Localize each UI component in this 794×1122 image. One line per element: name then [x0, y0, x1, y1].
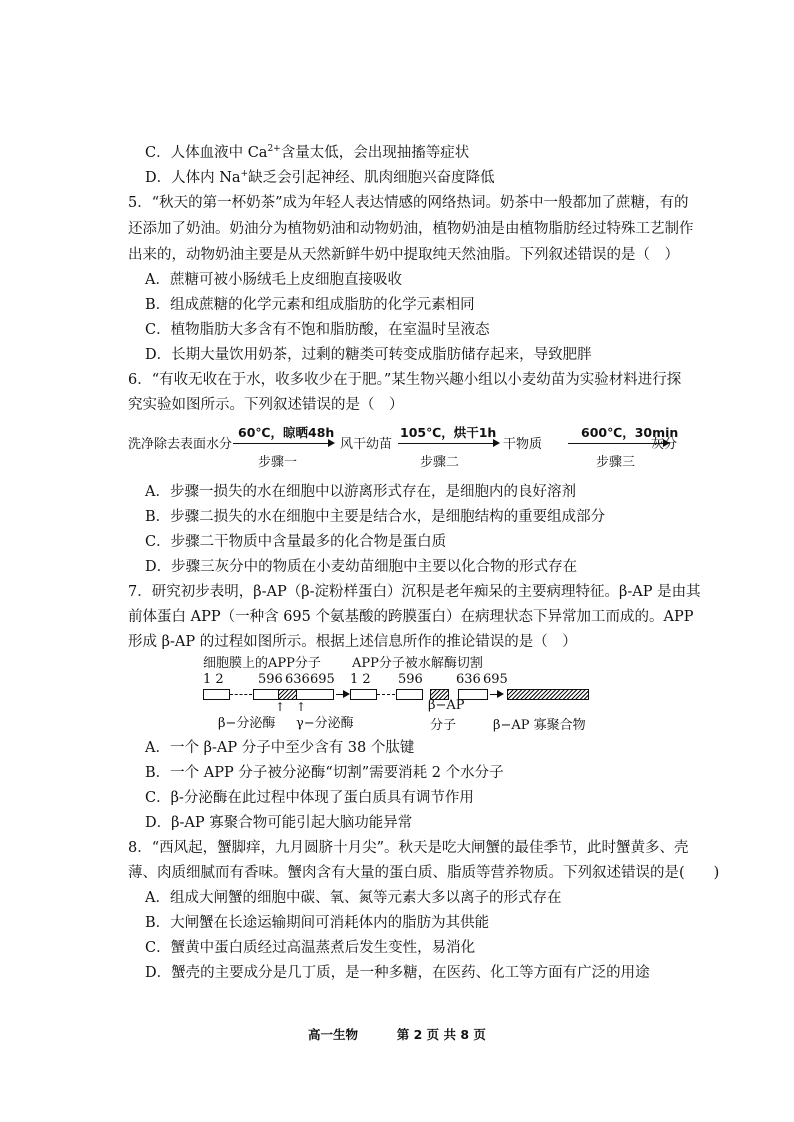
flow-arrow-1	[233, 443, 333, 444]
q6-option-c: C．步骤二干物质中含量最多的化合物是蛋白质	[145, 534, 447, 550]
diag-label-cut: APP分子被水解酶切割	[352, 656, 483, 671]
beta-ap-oligomer	[507, 689, 589, 700]
q5-stem-1: 5．“秋天的第一杯奶茶”成为年轻人表达情感的网络热词。奶茶中一般都加了蔗糖，有的	[128, 195, 689, 211]
q7-stem-2: 前体蛋白 APP（一种含 695 个氨基酸的跨膜蛋白）在病理状态下异常加工而成的。APP	[128, 609, 694, 625]
q8-option-b: B．大闸蟹在长途运输期间可消耗体内的脂肪为其供能	[145, 915, 490, 931]
q6-option-a: A．步骤一损失的水在细胞中以游离形式存在，是细胞内的良好溶剂	[145, 484, 576, 500]
q5-option-b: B．组成蔗糖的化学元素和组成脂肪的化学元素相同	[145, 297, 475, 313]
q5-stem-3: 出来的，动物奶油主要是从天然新鲜牛奶中提取纯天然油脂。下列叙述错误的是（ ）	[128, 247, 679, 263]
diag-num-695b: 695	[483, 672, 508, 687]
cut-segment-mid	[396, 689, 423, 700]
q4-option-d: D．人体内 Na+缺乏会引起神经、肌肉细胞兴奋度降低	[145, 169, 495, 186]
q8-option-a: A．组成大闸蟹的细胞中碳、氧、氮等元素大多以离子的形式存在	[145, 890, 562, 906]
q7-stem-3: 形成 β-AP 的过程如图所示。根据上述信息所作的推论错误的是（ ）	[128, 634, 577, 650]
q6-option-b: B．步骤二损失的水在细胞中主要是结合水，是细胞结构的重要组成部分	[145, 509, 606, 525]
flow-arrow-2	[398, 443, 498, 444]
q7-stem-1: 7．研究初步表明，β-AP（β-淀粉样蛋白）沉积是老年痴呆的主要病理特征。β-AP 是由其	[128, 584, 701, 600]
q8-stem-1: 8．“西风起，蟹脚痒，九月圆脐十月尖”。秋天是吃大闸蟹的最佳季节，此时蟹黄多、壳	[128, 840, 689, 856]
diag-beta-ap: β−AP	[428, 698, 465, 713]
flow-mid-2: 干物质	[503, 437, 543, 452]
app-segment-left	[203, 689, 230, 700]
q7-option-a: A．一个 β-AP 分子中至少含有 38 个肽键	[145, 740, 415, 756]
diag-num-596a: 596	[258, 672, 283, 687]
diag-num-695a: 695	[310, 672, 335, 687]
diag-num-636a: 636	[285, 672, 310, 687]
q5-stem-2: 还添加了奶油。奶油分为植物奶油和动物奶油，植物奶油是由植物脂肪经过特殊工艺制作	[128, 221, 694, 237]
diag-arrow-1	[336, 694, 348, 695]
gamma-enzyme-arrow: ↑	[296, 700, 307, 714]
page-footer	[0, 1025, 794, 1043]
app-dashed-gap	[230, 694, 252, 695]
footer-page-number: 第 2 页 共 8 页	[396, 1027, 486, 1042]
diag-molecule: 分子	[430, 718, 457, 733]
q6-stem-1: 6．“有收无收在于水，收多收少在于肥。”某生物兴趣小组以小麦幼苗为实验材料进行探	[128, 372, 682, 388]
cut-segment-left	[350, 689, 377, 700]
flow-mid-1: 风干幼苗	[340, 437, 393, 452]
q6-stem-2: 究实验如图所示。下列叙述错误的是（ ）	[128, 397, 404, 413]
beta-enzyme-arrow: ↑	[275, 700, 286, 714]
q7-option-d: D．β-AP 寡聚合物可能引起大脑功能异常	[145, 815, 413, 831]
flow-step-3: 步骤三	[596, 455, 636, 470]
app-cleavage-diagram	[200, 652, 620, 732]
flow-end: 灰分	[651, 437, 678, 452]
diag-label-app: 细胞膜上的APP分子	[203, 656, 321, 671]
q6-option-d: D．步骤三灰分中的物质在小麦幼苗细胞中主要以化合物的形式存在	[145, 559, 578, 575]
q5-option-a: A．蔗糖可被小肠绒毛上皮细胞直接吸收	[145, 272, 402, 288]
cut-dashed-gap	[377, 694, 395, 695]
app-beta-ap-region	[278, 689, 298, 700]
app-segment-mid	[253, 689, 280, 700]
flow-cond-1: 60℃，晾晒48h	[238, 425, 335, 440]
diag-num-12b: 1 2	[350, 672, 371, 687]
diag-num-636b: 636	[456, 672, 481, 687]
flow-step-2: 步骤二	[420, 455, 460, 470]
flow-start: 洗净除去表面水分	[128, 437, 233, 452]
flow-cond-3: 600℃，30min	[581, 425, 679, 440]
diag-oligomer-label: β−AP 寡聚合物	[493, 718, 586, 733]
diag-beta-enzyme: β−分泌酶	[218, 716, 276, 731]
diag-num-12a: 1 2	[203, 672, 224, 687]
q5-option-c: C．植物脂肪大多含有不饱和脂肪酸，在室温时呈液态	[145, 322, 490, 338]
flow-step-1: 步骤一	[258, 455, 298, 470]
q7-option-b: B．一个 APP 分子被分泌酶“切割”需要消耗 2 个水分子	[145, 765, 504, 781]
q6-flowchart	[128, 423, 688, 475]
diag-num-596b: 596	[398, 672, 423, 687]
flow-cond-2: 105℃，烘干1h	[400, 425, 497, 440]
q5-option-d: D．长期大量饮用奶茶，过剩的糖类可转变成脂肪储存起来，导致肥胖	[145, 347, 592, 363]
q8-option-c: C．蟹黄中蛋白质经过高温蒸煮后发生变性，易消化	[145, 940, 476, 956]
diag-gamma-enzyme: γ−分泌酶	[296, 716, 354, 731]
q4-option-c: C．人体血液中 $Ca^{2+}$含量太低，会出现抽搐等症状	[145, 144, 470, 161]
diag-arrow-2	[490, 694, 502, 695]
q7-option-c: C．β-分泌酶在此过程中体现了蛋白质具有调节作用	[145, 790, 474, 806]
app-segment-right	[296, 689, 334, 700]
q8-stem-2: 薄、肉质细腻而有香味。蟹肉含有大量的蛋白质、脂质等营养物质。下列叙述错误的是( )	[128, 865, 720, 881]
footer-subject: 高一生物	[308, 1027, 359, 1042]
q8-option-d: D．蟹壳的主要成分是几丁质，是一种多糖，在医药、化工等方面有广泛的用途	[145, 965, 650, 981]
